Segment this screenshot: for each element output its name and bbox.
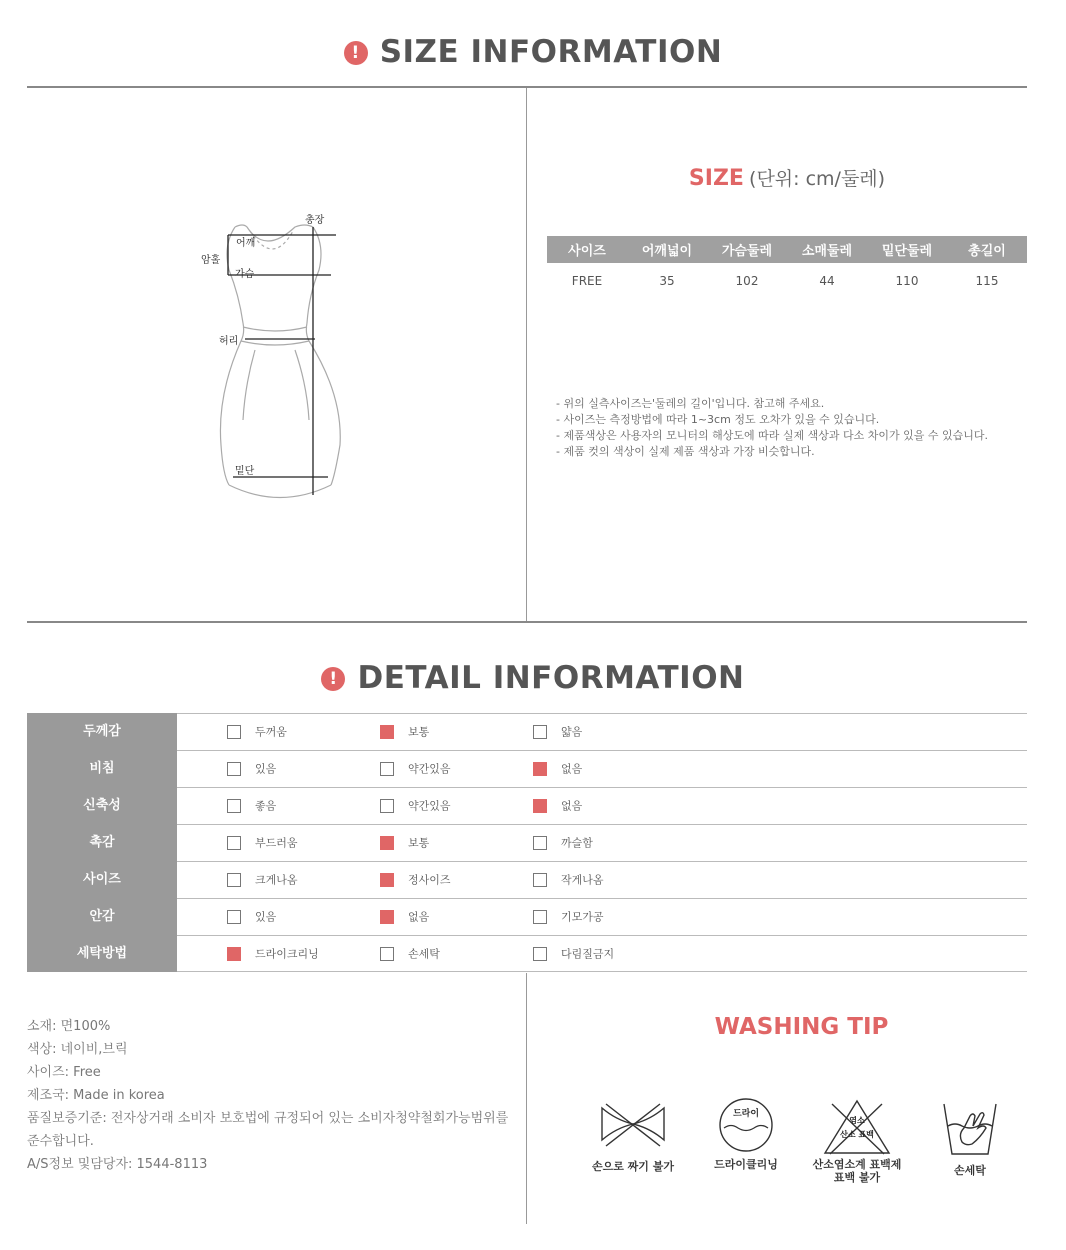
detail-option-label: 좋음 (255, 799, 277, 813)
detail-option (227, 798, 276, 814)
detail-option (380, 872, 451, 888)
size-col-header: 총길이 (947, 236, 1027, 263)
checkbox-icon (380, 799, 394, 813)
note-line: - 위의 실측사이즈는'둘레의 길이'입니다. 참고해 주세요. (556, 397, 825, 410)
detail-option (533, 909, 604, 925)
table-row (27, 935, 1027, 972)
checkbox-icon (227, 910, 241, 924)
checked-box-icon (227, 947, 241, 961)
detail-option (533, 798, 582, 814)
armhole-label: 암홀 (201, 255, 221, 266)
origin-info: 제조국: Made in korea (27, 1088, 165, 1103)
detail-option (380, 909, 429, 925)
wash-item-no-bleach (797, 1098, 917, 1184)
size-heading (547, 164, 1027, 191)
wash-label: 손으로 짜기 불가 (591, 1160, 675, 1173)
size-cell: 44 (819, 274, 835, 288)
washing-tip-title: WASHING TIP (714, 1014, 889, 1040)
detail-option-label: 있음 (255, 762, 277, 776)
checked-box-icon (380, 910, 394, 924)
detail-option-label: 크게나옴 (255, 873, 298, 887)
size-cell: 115 (975, 274, 999, 288)
note-line: - 사이즈는 측정방법에 따라 1~3cm 정도 오차가 있을 수 있습니다. (556, 413, 880, 426)
detail-option-label: 두꺼움 (255, 725, 287, 739)
size-information-title: ! SIZE INFORMATION (0, 34, 1066, 70)
detail-option-label: 손세탁 (408, 947, 440, 961)
detail-option-label: 드라이크리닝 (255, 947, 319, 961)
no-bleach-icon (822, 1098, 892, 1156)
detail-option (227, 909, 276, 925)
alert-icon: ! (321, 667, 345, 691)
waist-label: 허리 (219, 336, 239, 347)
size-cell: 35 (659, 274, 675, 288)
product-info (27, 1015, 522, 1176)
checkbox-icon (533, 836, 547, 850)
detail-option-label: 까슬함 (561, 836, 593, 850)
checked-box-icon (380, 873, 394, 887)
divider (526, 973, 527, 1224)
size-cell: 110 (895, 274, 919, 288)
detail-option (380, 724, 429, 740)
chest-label: 가슴 (235, 269, 255, 280)
detail-row-label: 사이즈 (27, 861, 177, 899)
wash-item-dry-clean (686, 1098, 806, 1171)
table-row (27, 861, 1027, 898)
wash-item-no-wring (573, 1098, 693, 1173)
hand-wash-icon (940, 1098, 1000, 1158)
checkbox-icon (227, 725, 241, 739)
checkbox-icon (380, 762, 394, 776)
checkbox-icon (227, 873, 241, 887)
checked-box-icon (533, 762, 547, 776)
detail-option-label: 얇음 (561, 725, 583, 739)
no-wring-icon (598, 1098, 668, 1150)
hem-label: 밑단 (235, 466, 255, 477)
checkbox-icon (227, 836, 241, 850)
detail-option-label: 없음 (561, 762, 583, 776)
detail-table (27, 713, 1027, 972)
total-length-label: 총장 (305, 215, 325, 226)
dress-outline-icon (195, 205, 365, 505)
size-info: 사이즈: Free (27, 1065, 101, 1080)
detail-row-label: 비침 (27, 750, 177, 788)
wash-label: 산소염소계 표백제 (812, 1158, 902, 1171)
divider (526, 88, 527, 622)
alert-icon: ! (344, 41, 368, 65)
size-col-header: 어깨넓이 (627, 236, 707, 263)
wash-label: 손세탁 (954, 1164, 986, 1177)
size-notes (556, 396, 988, 460)
note-line: - 제품 컷의 색상이 실제 제품 색상과 가장 비슷합니다. (556, 445, 815, 458)
detail-option (380, 946, 440, 962)
wash-item-hand-wash (910, 1098, 1030, 1177)
checkbox-icon (533, 725, 547, 739)
detail-option-label: 약간있음 (408, 762, 451, 776)
checkbox-icon (227, 762, 241, 776)
dry-clean-icon-text: 드라이 (732, 1109, 760, 1119)
detail-option-label: 다림질금지 (561, 947, 615, 961)
wash-label: 표백 불가 (833, 1171, 881, 1184)
detail-row-label: 안감 (27, 898, 177, 936)
detail-option (533, 761, 582, 777)
quality-info: 품질보증기준: 전자상거래 소비자 보호법에 규정되어 있는 소비자청약철회가능범위를 (27, 1111, 509, 1126)
detail-information-title: ! DETAIL INFORMATION (0, 660, 1066, 696)
detail-option (227, 872, 298, 888)
checkbox-icon (380, 947, 394, 961)
size-table (547, 236, 1027, 299)
dress-measurement-diagram (195, 205, 365, 505)
detail-row-label: 두께감 (27, 713, 177, 751)
divider (27, 86, 1027, 88)
detail-option (227, 946, 319, 962)
detail-option-label: 있음 (255, 910, 277, 924)
detail-option (533, 946, 614, 962)
no-bleach-icon-text: 염소 (849, 1116, 865, 1125)
table-row (27, 824, 1027, 861)
checked-box-icon (380, 836, 394, 850)
color-info: 색상: 네이비,브릭 (27, 1042, 128, 1057)
detail-option (380, 798, 451, 814)
detail-option-label: 보통 (408, 725, 430, 739)
detail-option-label: 부드러움 (255, 836, 298, 850)
detail-option (227, 724, 287, 740)
table-row (27, 898, 1027, 935)
table-row (27, 713, 1027, 750)
size-col-header: 가슴둘레 (707, 236, 787, 263)
note-line: - 제품색상은 사용자의 모니터의 해상도에 따라 실제 색상과 다소 차이가 있을 수 있습니다. (556, 429, 988, 442)
size-cell: FREE (571, 274, 603, 288)
table-row (547, 263, 1027, 299)
checkbox-icon (533, 910, 547, 924)
detail-option-label: 정사이즈 (408, 873, 451, 887)
checkbox-icon (227, 799, 241, 813)
detail-option (533, 872, 604, 888)
table-row (27, 750, 1027, 787)
detail-row-label: 촉감 (27, 824, 177, 862)
detail-option (533, 724, 582, 740)
detail-option (227, 835, 298, 851)
detail-option (380, 835, 429, 851)
detail-option-label: 약간있음 (408, 799, 451, 813)
material-info: 소재: 면100% (27, 1019, 111, 1034)
no-bleach-icon-text: 산소 표백 (840, 1130, 874, 1139)
checkbox-icon (533, 947, 547, 961)
detail-option-label: 없음 (561, 799, 583, 813)
wash-label: 드라이클리닝 (714, 1158, 778, 1171)
size-col-header: 밑단둘레 (867, 236, 947, 263)
size-table-header (547, 236, 1027, 263)
size-col-header: 사이즈 (547, 236, 627, 263)
detail-option-label: 기모가공 (561, 910, 604, 924)
detail-option-label: 없음 (408, 910, 430, 924)
divider (27, 621, 1027, 623)
checked-box-icon (380, 725, 394, 739)
detail-option (227, 761, 276, 777)
quality-info-cont: 준수합니다. (27, 1134, 94, 1149)
size-word: SIZE (688, 166, 744, 191)
checkbox-icon (533, 873, 547, 887)
shoulder-label: 어깨 (236, 238, 256, 249)
checked-box-icon (533, 799, 547, 813)
detail-option (533, 835, 593, 851)
size-unit: (단위: cm/둘레) (749, 168, 886, 190)
detail-option-label: 작게나옴 (561, 873, 604, 887)
size-cell: 102 (735, 274, 759, 288)
detail-row-label: 세탁방법 (27, 935, 177, 972)
as-info: A/S정보 및담당자: 1544-8113 (27, 1157, 208, 1172)
detail-row-label: 신축성 (27, 787, 177, 825)
detail-option-label: 보통 (408, 836, 430, 850)
table-row (27, 787, 1027, 824)
detail-option (380, 761, 451, 777)
size-col-header: 소매둘레 (787, 236, 867, 263)
